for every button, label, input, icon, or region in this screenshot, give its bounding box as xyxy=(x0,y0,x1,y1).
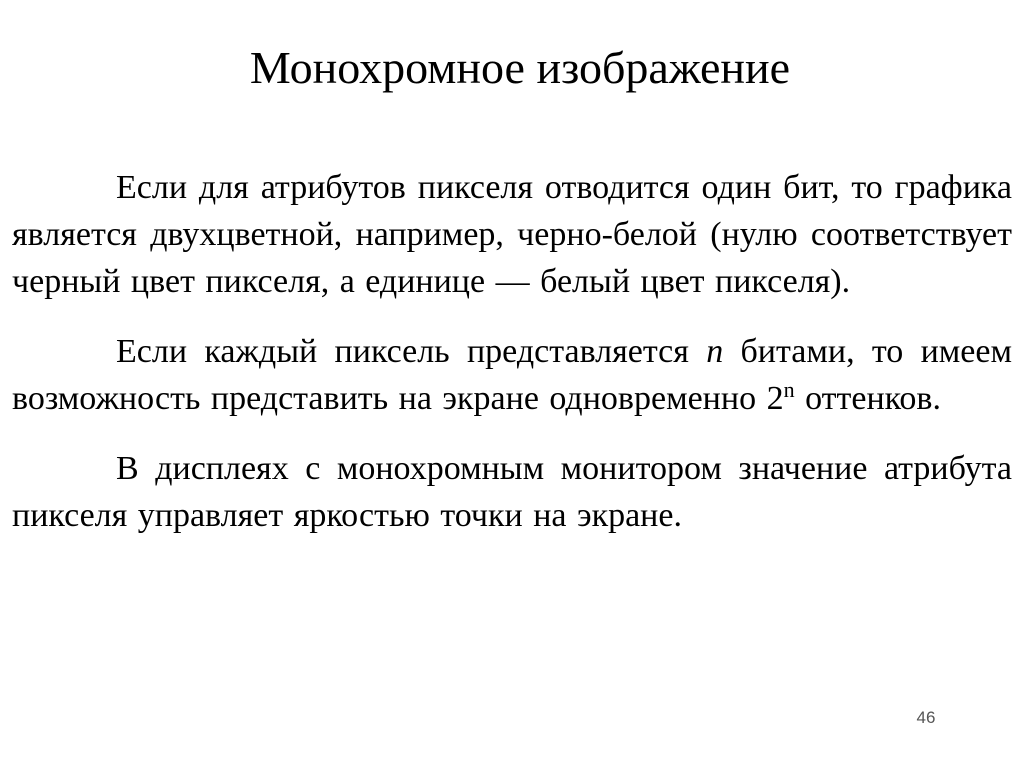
paragraph-n-bits-part1: Если каждый пиксель представляется xyxy=(116,333,707,370)
paragraph-n-bits xyxy=(12,328,1012,422)
slide-title: Монохромное изображение xyxy=(249,42,791,93)
paragraph-n-bits-part3: оттенков. xyxy=(794,380,941,417)
paragraph-one-bit: Если для атрибутов пикселя отводится один бит, то графика является двухцветной, например, черно-белой (нулю соответствует черный цвет пикселя, а единице — белый цвет пикселя). xyxy=(12,169,1012,300)
page-number: 46 xyxy=(916,708,936,727)
exponent-n: n xyxy=(783,377,795,402)
n-variable: n xyxy=(706,333,724,370)
paragraph-n-bits-part2: битами, то имеем возможность представить на экране одновременно 2 xyxy=(12,333,1013,417)
paragraph-monochrome-display: В дисплеях с монохромным монитором значение атрибута пикселя управляет яркостью точки на экране. xyxy=(12,450,1012,534)
slide-body xyxy=(12,164,1012,562)
